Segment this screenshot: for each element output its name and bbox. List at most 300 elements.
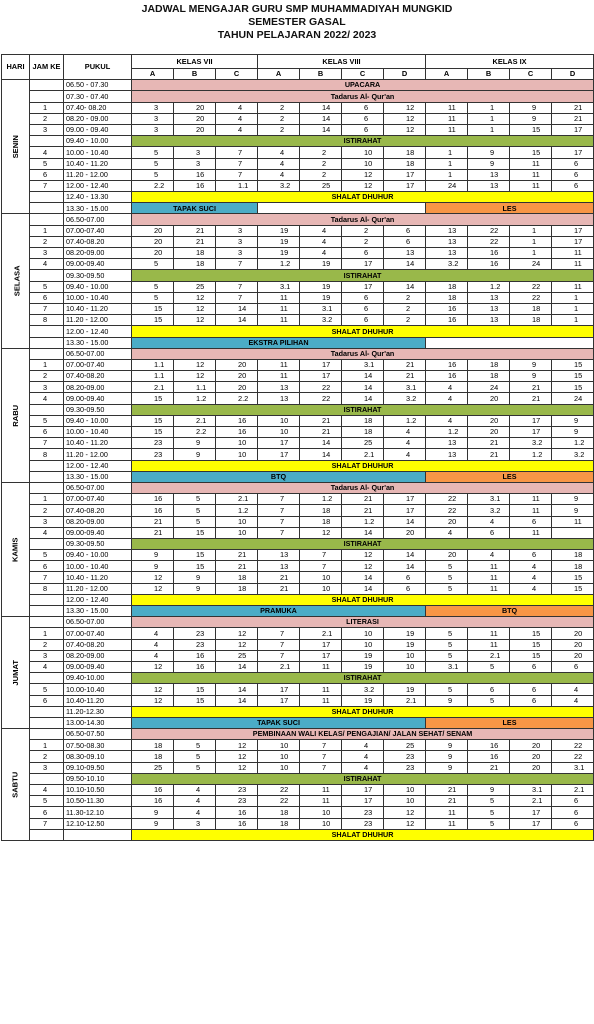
schedule-row [2, 684, 594, 695]
time-cell: 08.20 - 09.00 [64, 113, 132, 124]
jam-ke-cell: 8 [30, 583, 64, 594]
teacher-code-cell: 18 [174, 259, 216, 270]
teacher-code-cell: 10 [258, 751, 300, 762]
teacher-code-cell: 16 [468, 740, 510, 751]
teacher-code-cell: 4 [132, 639, 174, 650]
teacher-code-cell: 10 [342, 158, 384, 169]
activity-cell: UPACARA [132, 80, 594, 91]
teacher-code-cell: 1.2 [174, 393, 216, 404]
teacher-code-cell: 6 [510, 695, 552, 706]
teacher-code-cell: 9 [552, 415, 594, 426]
teacher-code-cell: 12 [216, 628, 258, 639]
teacher-code-cell: 12 [342, 550, 384, 561]
schedule-row [2, 214, 594, 225]
time-cell: 09.30-09.50 [64, 538, 132, 549]
teacher-code-cell: 23 [132, 438, 174, 449]
jam-ke-cell: 5 [30, 281, 64, 292]
teacher-code-cell: 24 [510, 259, 552, 270]
teacher-code-cell: 9 [174, 449, 216, 460]
schedule-row [2, 550, 594, 561]
activity-cell: TAPAK SUCI [132, 717, 426, 728]
teacher-code-cell: 12 [216, 751, 258, 762]
time-cell: 10.00 - 10.40 [64, 427, 132, 438]
teacher-code-cell [552, 527, 594, 538]
schedule-row [2, 225, 594, 236]
schedule-row [2, 561, 594, 572]
time-cell: 10.40-11.20 [64, 695, 132, 706]
time-cell: 10.40 - 11.20 [64, 572, 132, 583]
teacher-code-cell: 11 [510, 169, 552, 180]
teacher-code-cell: 11 [258, 292, 300, 303]
time-cell: 09.50-10.10 [64, 773, 132, 784]
teacher-code-cell: 4 [426, 393, 468, 404]
teacher-code-cell: 10 [216, 449, 258, 460]
time-cell: 12.40 - 13.30 [64, 192, 132, 203]
teacher-code-cell: 16 [174, 650, 216, 661]
jam-ke-cell [30, 673, 64, 684]
teacher-code-cell: 12 [174, 359, 216, 370]
teacher-code-cell: 10 [342, 147, 384, 158]
teacher-code-cell: 11 [552, 259, 594, 270]
teacher-code-cell: 4 [510, 583, 552, 594]
teacher-code-cell: 21 [300, 415, 342, 426]
teacher-code-cell: 20 [216, 371, 258, 382]
teacher-code-cell: 12 [132, 684, 174, 695]
teacher-code-cell: 5 [132, 147, 174, 158]
teacher-code-cell: 4 [426, 527, 468, 538]
schedule-row [2, 661, 594, 672]
teacher-code-cell: 9 [468, 147, 510, 158]
teacher-code-cell: 4 [342, 751, 384, 762]
jam-ke-cell: 1 [30, 494, 64, 505]
teacher-code-cell: 6 [342, 315, 384, 326]
activity-cell: LES [426, 471, 594, 482]
time-cell: 11.20 - 12.00 [64, 449, 132, 460]
schedule-row [2, 124, 594, 135]
teacher-code-cell: 16 [174, 169, 216, 180]
teacher-code-cell: 20 [132, 225, 174, 236]
activity-cell: PEMBINAAN WALI KELAS/ PENGAJIAN/ JALAN SEHAT/ SENAM [132, 729, 594, 740]
teacher-code-cell: 4 [132, 628, 174, 639]
jam-ke-cell [30, 214, 64, 225]
teacher-code-cell: 18 [258, 818, 300, 829]
time-cell: 10.00 - 10.40 [64, 292, 132, 303]
jam-ke-cell: 3 [30, 248, 64, 259]
schedule-row [2, 382, 594, 393]
teacher-code-cell: 14 [216, 303, 258, 314]
teacher-code-cell: 20 [552, 639, 594, 650]
time-cell: 13.30 - 15.00 [64, 203, 132, 214]
teacher-code-cell: 12 [384, 113, 426, 124]
activity-cell: LES [426, 203, 594, 214]
teacher-code-cell: 4 [300, 225, 342, 236]
teacher-code-cell: 13 [258, 382, 300, 393]
teacher-code-cell: 18 [300, 516, 342, 527]
time-cell: 09.40-10.00 [64, 673, 132, 684]
teacher-code-cell: 6 [510, 684, 552, 695]
teacher-code-cell: 1 [552, 292, 594, 303]
teacher-code-cell: 14 [384, 561, 426, 572]
teacher-code-cell: 1 [552, 315, 594, 326]
schedule-row [2, 102, 594, 113]
teacher-code-cell: 20 [132, 236, 174, 247]
teacher-code-cell: 3.1 [426, 661, 468, 672]
time-cell: 08.20-09.00 [64, 248, 132, 259]
jam-ke-cell: 4 [30, 259, 64, 270]
time-cell: 09.10-09.50 [64, 762, 132, 773]
teacher-code-cell: 9 [552, 505, 594, 516]
teacher-code-cell: 11 [468, 639, 510, 650]
teacher-code-cell: 16 [132, 785, 174, 796]
teacher-code-cell: 6 [552, 180, 594, 191]
teacher-code-cell: 15 [510, 639, 552, 650]
jam-ke-cell: 6 [30, 292, 64, 303]
schedule-row [2, 471, 594, 482]
teacher-code-cell: 9 [552, 427, 594, 438]
teacher-code-cell: 15 [510, 628, 552, 639]
teacher-code-cell: 17 [342, 785, 384, 796]
teacher-code-cell: 16 [174, 661, 216, 672]
teacher-code-cell: 20 [216, 382, 258, 393]
teacher-code-cell: 11 [258, 315, 300, 326]
time-cell: 07.50-08.30 [64, 740, 132, 751]
title-line-3: TAHUN PELAJARAN 2022/ 2023 [217, 29, 377, 41]
teacher-code-cell: 4 [216, 124, 258, 135]
schedule-table [1, 54, 594, 841]
jam-ke-cell [30, 192, 64, 203]
teacher-code-cell: 5 [132, 169, 174, 180]
teacher-code-cell: 12 [300, 527, 342, 538]
teacher-code-cell: 1.2 [426, 427, 468, 438]
teacher-code-cell: 12 [174, 371, 216, 382]
teacher-code-cell: 20 [552, 650, 594, 661]
teacher-code-cell: 6 [342, 248, 384, 259]
time-cell: 09.40 - 10.00 [64, 136, 132, 147]
teacher-code-cell: 9 [510, 113, 552, 124]
teacher-code-cell: 4 [426, 382, 468, 393]
day-label [2, 617, 30, 729]
teacher-code-cell: 17 [300, 639, 342, 650]
jam-ke-cell: 3 [30, 124, 64, 135]
teacher-code-cell: 4 [468, 550, 510, 561]
title-line-2: SEMESTER GASAL [248, 16, 346, 28]
teacher-code-cell: 12 [216, 762, 258, 773]
teacher-code-cell: 21 [174, 225, 216, 236]
teacher-code-cell: 18 [342, 427, 384, 438]
teacher-code-cell: 17 [342, 281, 384, 292]
activity-cell: ISTIRAHAT [132, 136, 594, 147]
schedule-row [2, 326, 594, 337]
schedule-row [2, 583, 594, 594]
teacher-code-cell: 15 [132, 393, 174, 404]
teacher-code-cell: 11 [552, 281, 594, 292]
teacher-code-cell: 9 [132, 561, 174, 572]
jam-ke-cell: 2 [30, 639, 64, 650]
teacher-code-cell: 9 [468, 158, 510, 169]
teacher-code-cell: 23 [342, 818, 384, 829]
schedule-row [2, 158, 594, 169]
teacher-code-cell: 12 [342, 180, 384, 191]
teacher-code-cell: 23 [174, 639, 216, 650]
teacher-code-cell: 20 [384, 527, 426, 538]
teacher-code-cell: 4 [258, 169, 300, 180]
teacher-code-cell: 11 [468, 561, 510, 572]
jam-ke-cell: 5 [30, 550, 64, 561]
teacher-code-cell: 19 [342, 650, 384, 661]
class-header: B [300, 69, 342, 80]
jam-ke-cell: 6 [30, 427, 64, 438]
teacher-code-cell: 1.2 [216, 505, 258, 516]
teacher-code-cell: 2.1 [300, 628, 342, 639]
jam-ke-cell: 3 [30, 382, 64, 393]
teacher-code-cell: 15 [552, 359, 594, 370]
teacher-code-cell: 3.1 [468, 494, 510, 505]
teacher-code-cell: 2.1 [468, 650, 510, 661]
time-cell: 08.20-09.00 [64, 382, 132, 393]
teacher-code-cell: 4 [510, 572, 552, 583]
teacher-code-cell: 15 [174, 527, 216, 538]
class-header: C [342, 69, 384, 80]
teacher-code-cell: 10 [384, 661, 426, 672]
teacher-code-cell: 6 [384, 583, 426, 594]
teacher-code-cell: 20 [552, 628, 594, 639]
teacher-code-cell: 19 [300, 281, 342, 292]
teacher-code-cell: 10 [258, 415, 300, 426]
teacher-code-cell: 16 [468, 751, 510, 762]
teacher-code-cell: 14 [300, 124, 342, 135]
teacher-code-cell: 3 [174, 818, 216, 829]
time-cell: 06.50-07.00 [64, 617, 132, 628]
jam-ke-cell [30, 136, 64, 147]
teacher-code-cell: 25 [384, 740, 426, 751]
teacher-code-cell: 17 [510, 807, 552, 818]
teacher-code-cell: 3.2 [468, 505, 510, 516]
teacher-code-cell: 5 [426, 583, 468, 594]
time-cell: 06.50 - 07.30 [64, 80, 132, 91]
day-name: SELASA [12, 265, 22, 297]
teacher-code-cell: 15 [132, 415, 174, 426]
class-header: C [510, 69, 552, 80]
jam-ke-cell: 2 [30, 371, 64, 382]
time-cell [64, 829, 132, 840]
teacher-code-cell: 5 [468, 796, 510, 807]
time-cell: 07.00-07.40 [64, 494, 132, 505]
teacher-code-cell: 7 [300, 751, 342, 762]
jam-ke-cell: 3 [30, 516, 64, 527]
teacher-code-cell: 18 [426, 292, 468, 303]
schedule-row [2, 248, 594, 259]
teacher-code-cell: 20 [174, 102, 216, 113]
teacher-code-cell: 7 [300, 740, 342, 751]
teacher-code-cell: 9 [510, 371, 552, 382]
teacher-code-cell: 5 [468, 661, 510, 672]
teacher-code-cell: 20 [468, 427, 510, 438]
time-cell: 12.00 - 12.40 [64, 594, 132, 605]
teacher-code-cell: 11 [300, 661, 342, 672]
teacher-code-cell: 13 [426, 449, 468, 460]
teacher-code-cell: 1.2 [552, 438, 594, 449]
jam-ke-cell: 3 [30, 762, 64, 773]
jam-ke-cell [30, 91, 64, 102]
teacher-code-cell: 16 [216, 818, 258, 829]
teacher-code-cell: 17 [552, 225, 594, 236]
teacher-code-cell: 17 [300, 359, 342, 370]
jam-ke-cell: 4 [30, 527, 64, 538]
teacher-code-cell: 16 [174, 180, 216, 191]
teacher-code-cell: 6 [342, 113, 384, 124]
teacher-code-cell: 11 [258, 371, 300, 382]
activity-cell: ISTIRAHAT [132, 673, 594, 684]
teacher-code-cell: 12 [384, 818, 426, 829]
time-cell: 09.40 - 10.00 [64, 281, 132, 292]
teacher-code-cell: 19 [258, 225, 300, 236]
activity-cell: SHALAT DHUHUR [132, 192, 594, 203]
day-name: JUMAT [10, 659, 20, 686]
teacher-code-cell: 7 [258, 527, 300, 538]
teacher-code-cell: 16 [426, 359, 468, 370]
teacher-code-cell: 20 [426, 550, 468, 561]
day-name: SENIN [10, 135, 20, 159]
teacher-code-cell: 1 [468, 124, 510, 135]
teacher-code-cell: 13 [258, 393, 300, 404]
teacher-code-cell: 3.1 [342, 359, 384, 370]
teacher-code-cell: 16 [216, 807, 258, 818]
teacher-code-cell: 21 [552, 113, 594, 124]
teacher-code-cell: 4 [258, 147, 300, 158]
teacher-code-cell: 11 [300, 684, 342, 695]
teacher-code-cell: 12 [216, 639, 258, 650]
teacher-code-cell: 12 [342, 561, 384, 572]
teacher-code-cell: 18 [342, 415, 384, 426]
teacher-code-cell: 14 [342, 393, 384, 404]
teacher-code-cell: 20 [468, 393, 510, 404]
teacher-code-cell: 13 [468, 303, 510, 314]
schedule-row [2, 192, 594, 203]
teacher-code-cell: 9 [426, 695, 468, 706]
schedule-row [2, 494, 594, 505]
teacher-code-cell: 5 [468, 695, 510, 706]
teacher-code-cell: 1.2 [468, 281, 510, 292]
time-cell: 10.00-10.40 [64, 684, 132, 695]
header-kelas-vii: KELAS VII [132, 55, 258, 69]
teacher-code-cell: 12 [174, 315, 216, 326]
teacher-code-cell: 12 [132, 661, 174, 672]
teacher-code-cell: 5 [174, 751, 216, 762]
time-cell: 11.20-12.30 [64, 706, 132, 717]
time-cell: 13.30 - 15.00 [64, 606, 132, 617]
teacher-code-cell: 1 [426, 147, 468, 158]
teacher-code-cell: 13 [426, 225, 468, 236]
teacher-code-cell: 14 [300, 113, 342, 124]
header-kelas-ix: KELAS IX [426, 55, 594, 69]
time-cell: 09.00-09.40 [64, 259, 132, 270]
teacher-code-cell: 17 [384, 494, 426, 505]
teacher-code-cell: 16 [216, 427, 258, 438]
teacher-code-cell: 7 [216, 169, 258, 180]
teacher-code-cell: 21 [216, 550, 258, 561]
teacher-code-cell: 3.1 [384, 382, 426, 393]
jam-ke-cell: 4 [30, 393, 64, 404]
teacher-code-cell: 2.1 [510, 796, 552, 807]
teacher-code-cell: 9 [552, 494, 594, 505]
jam-ke-cell: 5 [30, 684, 64, 695]
schedule-row [2, 147, 594, 158]
teacher-code-cell: 3.2 [552, 449, 594, 460]
teacher-code-cell: 5 [426, 561, 468, 572]
teacher-code-cell: 2 [384, 292, 426, 303]
activity-cell: SHALAT DHUHUR [132, 326, 594, 337]
teacher-code-cell: 15 [552, 572, 594, 583]
teacher-code-cell: 21 [426, 785, 468, 796]
time-cell: 09.30-09.50 [64, 404, 132, 415]
teacher-code-cell: 4 [132, 650, 174, 661]
teacher-code-cell: 2.1 [132, 382, 174, 393]
time-cell: 10.00 - 10.40 [64, 147, 132, 158]
teacher-code-cell: 10 [258, 762, 300, 773]
jam-ke-cell [30, 482, 64, 493]
activity-cell: ISTIRAHAT [132, 404, 594, 415]
jam-ke-cell [30, 773, 64, 784]
teacher-code-cell: 10 [300, 583, 342, 594]
teacher-code-cell: 14 [300, 449, 342, 460]
teacher-code-cell: 1 [426, 169, 468, 180]
time-cell: 07.40-08.20 [64, 236, 132, 247]
schedule-row [2, 427, 594, 438]
teacher-code-cell: 18 [426, 281, 468, 292]
jam-ke-cell [30, 706, 64, 717]
teacher-code-cell: 13 [258, 550, 300, 561]
teacher-code-cell: 7 [258, 639, 300, 650]
teacher-code-cell: 10 [342, 628, 384, 639]
teacher-code-cell: 12 [216, 740, 258, 751]
teacher-code-cell: 5 [468, 807, 510, 818]
teacher-code-cell: 3.1 [552, 762, 594, 773]
teacher-code-cell: 6 [468, 527, 510, 538]
teacher-code-cell: 16 [132, 494, 174, 505]
teacher-code-cell: 12 [132, 572, 174, 583]
time-cell: 09.30-09.50 [64, 270, 132, 281]
teacher-code-cell: 5 [132, 158, 174, 169]
activity-cell: BTQ [426, 606, 594, 617]
teacher-code-cell: 9 [468, 785, 510, 796]
teacher-code-cell: 4 [510, 561, 552, 572]
jam-ke-cell: 1 [30, 102, 64, 113]
teacher-code-cell: 21 [468, 449, 510, 460]
teacher-code-cell: 18 [552, 561, 594, 572]
teacher-code-cell: 3 [132, 124, 174, 135]
activity-cell: SHALAT DHUHUR [132, 829, 594, 840]
schedule-row [2, 438, 594, 449]
activity-cell: Tadarus Al- Qur'an [132, 91, 594, 102]
teacher-code-cell: 12 [384, 124, 426, 135]
teacher-code-cell: 6 [342, 124, 384, 135]
activity-cell: SHALAT DHUHUR [132, 594, 594, 605]
teacher-code-cell: 19 [342, 695, 384, 706]
jam-ke-cell: 4 [30, 661, 64, 672]
teacher-code-cell: 21 [510, 393, 552, 404]
teacher-code-cell: 6 [510, 516, 552, 527]
teacher-code-cell: 7 [216, 292, 258, 303]
teacher-code-cell: 17 [384, 169, 426, 180]
teacher-code-cell: 1.1 [174, 382, 216, 393]
teacher-code-cell: 3.2 [510, 438, 552, 449]
teacher-code-cell: 22 [258, 785, 300, 796]
schedule-row [2, 796, 594, 807]
teacher-code-cell: 1 [552, 303, 594, 314]
jam-ke-cell: 6 [30, 807, 64, 818]
schedule-row [2, 751, 594, 762]
time-cell: 11.20 - 12.00 [64, 169, 132, 180]
